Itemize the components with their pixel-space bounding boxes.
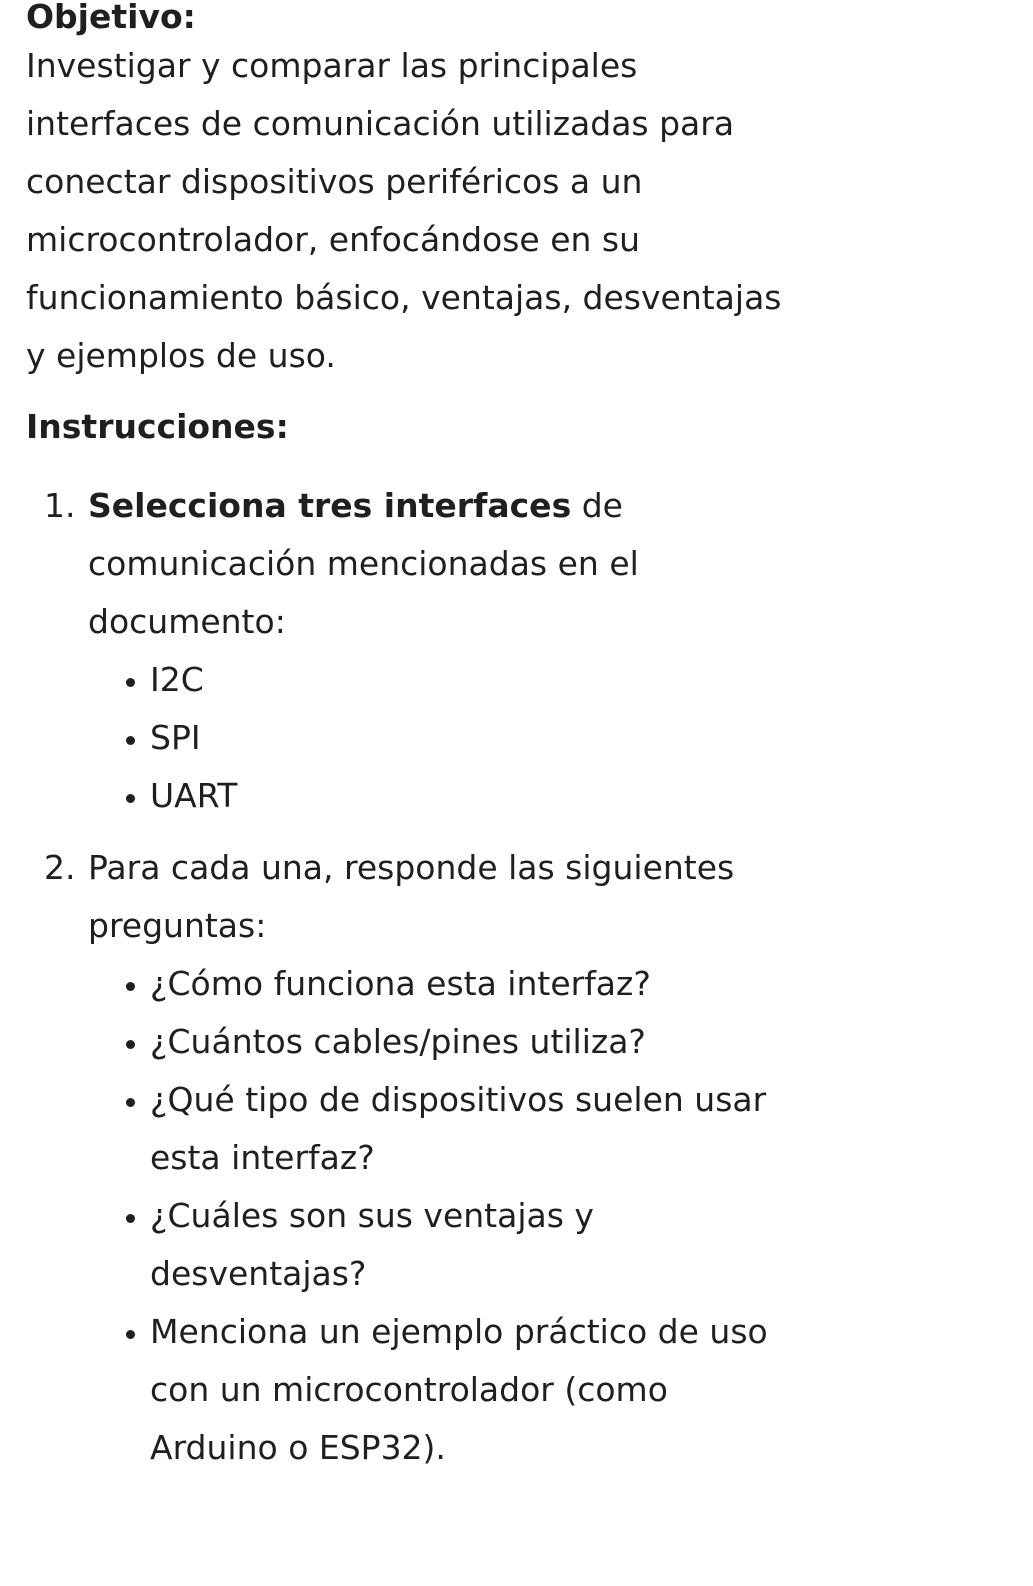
- step-number: 1.: [44, 486, 76, 525]
- instructions-heading: Instrucciones:: [26, 407, 289, 446]
- step-text: Para cada una, responde las siguientes preguntas:: [88, 848, 735, 945]
- question-item: ¿Cuántos cables/pines utiliza?: [88, 1013, 826, 1071]
- interface-item: I2C: [88, 651, 826, 709]
- instruction-step: [26, 839, 826, 1477]
- document: [26, 0, 826, 1477]
- question-item: Menciona un ejemplo práctico de uso con un microcontrolador (como Arduino o ESP32).: [88, 1303, 826, 1477]
- interface-item: SPI: [88, 709, 826, 767]
- question-list: [88, 955, 826, 1477]
- question-item: ¿Cómo funciona esta interfaz?: [88, 955, 826, 1013]
- instructions-list: [26, 477, 826, 1477]
- objective-text: Investigar y comparar las principales interfaces de comunicación utilizadas para conectar dispositivos periféricos a un microcontrolador, enfocándose en su funcionamiento básico, ventajas, desventajas y ejemplos de uso.: [26, 46, 782, 375]
- question-item: ¿Cuáles son sus ventajas y desventajas?: [88, 1187, 826, 1303]
- step-text: [88, 477, 826, 651]
- interface-list: [88, 651, 826, 825]
- question-item: ¿Qué tipo de dispositivos suelen usar esta interfaz?: [88, 1071, 826, 1187]
- objective-heading: Objetivo:: [26, 0, 196, 36]
- step-bold-text: Selecciona tres interfaces: [88, 486, 572, 525]
- instruction-step: [26, 477, 826, 825]
- interface-item: UART: [88, 767, 826, 825]
- step-number: 2.: [44, 848, 76, 887]
- step-rest-text: de comunicación mencionadas en el documento:: [88, 486, 639, 641]
